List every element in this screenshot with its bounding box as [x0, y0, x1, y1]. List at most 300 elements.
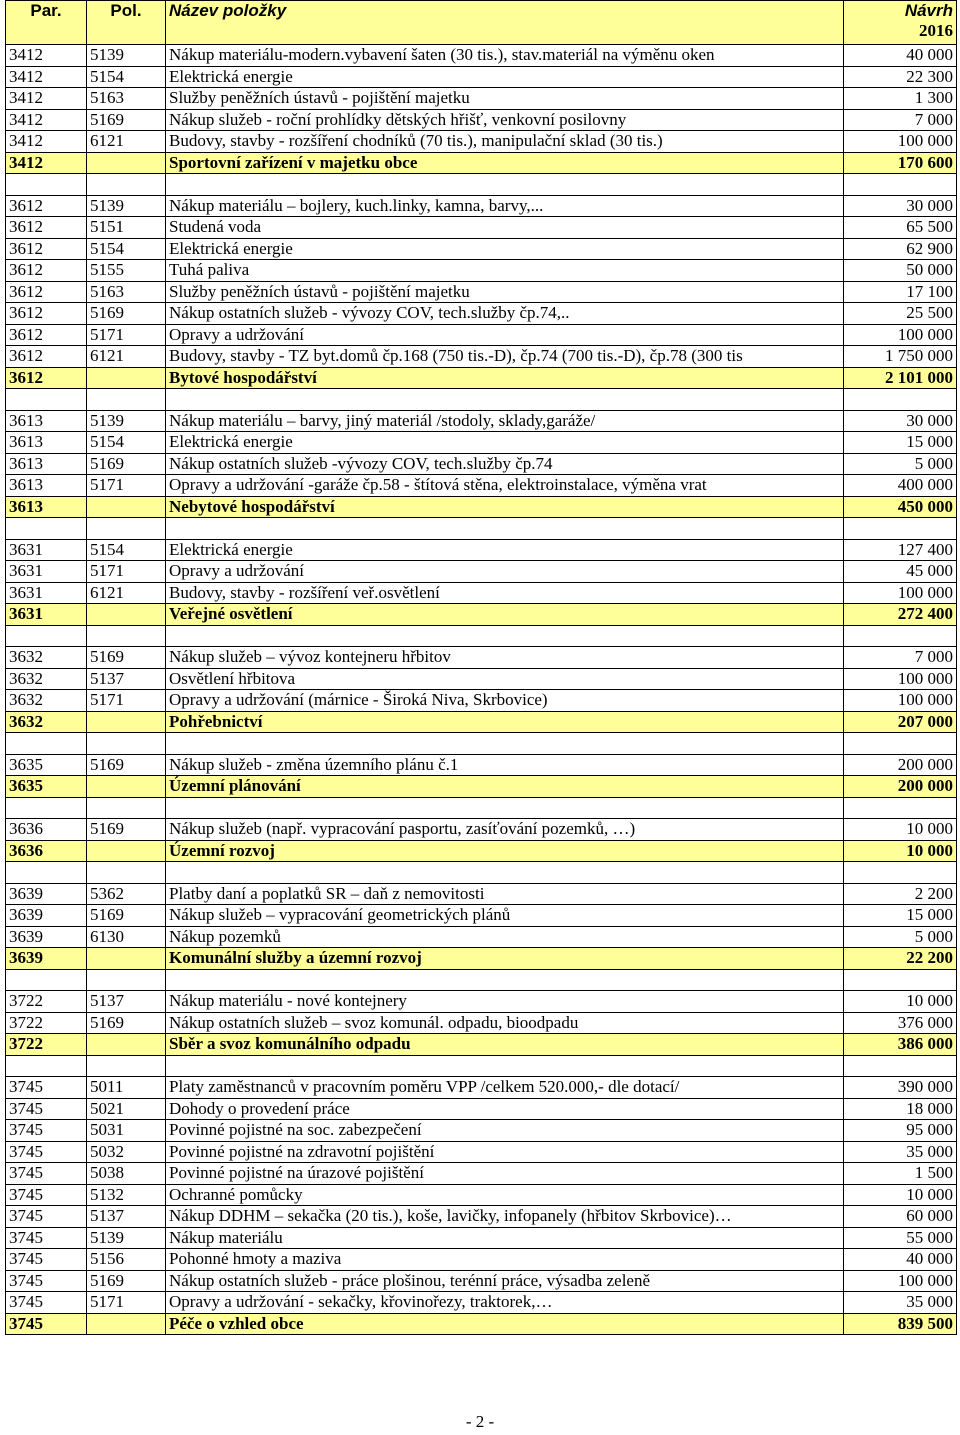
value-cell: 22 300 — [844, 66, 957, 88]
name-cell: Služby peněžních ústavů - pojištění majetku — [166, 88, 844, 110]
blank-cell — [6, 625, 87, 647]
par-cell: 3613 — [6, 496, 87, 518]
blank-cell — [844, 797, 957, 819]
par-cell: 3632 — [6, 690, 87, 712]
par-cell: 3631 — [6, 561, 87, 583]
name-cell: Opravy a udržování — [166, 561, 844, 583]
blank-cell — [6, 518, 87, 540]
pol-cell: 5169 — [87, 754, 166, 776]
pol-cell: 5171 — [87, 324, 166, 346]
value-cell: 390 000 — [844, 1077, 957, 1099]
pol-cell: 5132 — [87, 1184, 166, 1206]
name-cell: Povinné pojistné na soc. zabezpečení — [166, 1120, 844, 1142]
value-cell: 1 300 — [844, 88, 957, 110]
name-cell: Opravy a udržování - sekačky, křovinořezy, traktorek,… — [166, 1292, 844, 1314]
header-name: Název položky — [166, 1, 844, 45]
name-cell: Nákup materiálu – bojlery, kuch.linky, kamna, barvy,... — [166, 195, 844, 217]
subtotal-row — [6, 711, 957, 733]
blank-row — [6, 733, 957, 755]
par-cell: 3639 — [6, 883, 87, 905]
table-row — [6, 281, 957, 303]
value-cell: 35 000 — [844, 1141, 957, 1163]
blank-cell — [6, 389, 87, 411]
value-cell: 5 000 — [844, 926, 957, 948]
name-cell: Budovy, stavby - rozšíření veř.osvětlení — [166, 582, 844, 604]
value-cell: 15 000 — [844, 905, 957, 927]
name-cell: Nákup služeb – vypracování geometrických plánů — [166, 905, 844, 927]
pol-cell: 5169 — [87, 819, 166, 841]
blank-cell — [844, 518, 957, 540]
blank-cell — [87, 797, 166, 819]
table-row — [6, 453, 957, 475]
table-row — [6, 754, 957, 776]
value-cell: 62 900 — [844, 238, 957, 260]
name-cell: Elektrická energie — [166, 539, 844, 561]
par-cell: 3745 — [6, 1120, 87, 1142]
pol-cell: 5169 — [87, 453, 166, 475]
subtotal-row — [6, 152, 957, 174]
name-cell: Nákup materiálu — [166, 1227, 844, 1249]
value-cell: 170 600 — [844, 152, 957, 174]
name-cell: Nákup ostatních služeb - vývozy COV, tech.služby čp.74,.. — [166, 303, 844, 325]
par-cell: 3612 — [6, 303, 87, 325]
table-row — [6, 217, 957, 239]
name-cell: Studená voda — [166, 217, 844, 239]
table-row — [6, 346, 957, 368]
pol-cell: 5021 — [87, 1098, 166, 1120]
par-cell: 3612 — [6, 217, 87, 239]
name-cell: Nebytové hospodářství — [166, 496, 844, 518]
pol-cell: 5362 — [87, 883, 166, 905]
par-cell: 3412 — [6, 88, 87, 110]
table-row — [6, 1077, 957, 1099]
table-row — [6, 561, 957, 583]
name-cell: Sběr a svoz komunálního odpadu — [166, 1034, 844, 1056]
table-row — [6, 926, 957, 948]
value-cell: 200 000 — [844, 776, 957, 798]
pol-cell — [87, 1313, 166, 1335]
blank-cell — [87, 389, 166, 411]
value-cell: 50 000 — [844, 260, 957, 282]
blank-cell — [166, 174, 844, 196]
par-cell: 3412 — [6, 152, 87, 174]
par-cell: 3722 — [6, 991, 87, 1013]
par-cell: 3635 — [6, 776, 87, 798]
par-cell: 3613 — [6, 475, 87, 497]
blank-row — [6, 969, 957, 991]
par-cell: 3613 — [6, 453, 87, 475]
pol-cell: 6121 — [87, 582, 166, 604]
par-cell: 3612 — [6, 238, 87, 260]
header-draft-cell — [844, 1, 957, 45]
name-cell: Nákup materiálu - nové kontejnery — [166, 991, 844, 1013]
table-row — [6, 1249, 957, 1271]
name-cell: Opravy a udržování — [166, 324, 844, 346]
table-row — [6, 131, 957, 153]
par-cell: 3745 — [6, 1270, 87, 1292]
blank-row — [6, 862, 957, 884]
par-cell: 3612 — [6, 260, 87, 282]
table-row — [6, 1227, 957, 1249]
pol-cell: 5163 — [87, 88, 166, 110]
name-cell: Opravy a udržování -garáže čp.58 - štítová stěna, elektroinstalace, výměna vrat — [166, 475, 844, 497]
name-cell: Pohonné hmoty a maziva — [166, 1249, 844, 1271]
pol-cell — [87, 152, 166, 174]
blank-cell — [844, 625, 957, 647]
blank-cell — [166, 797, 844, 819]
par-cell: 3745 — [6, 1292, 87, 1314]
header-year: 2016 — [919, 21, 953, 40]
blank-cell — [87, 733, 166, 755]
par-cell: 3612 — [6, 281, 87, 303]
par-cell: 3636 — [6, 819, 87, 841]
par-cell: 3745 — [6, 1313, 87, 1335]
blank-cell — [6, 862, 87, 884]
value-cell: 100 000 — [844, 690, 957, 712]
page-number: - 2 - — [465, 1412, 495, 1431]
name-cell: Nákup pozemků — [166, 926, 844, 948]
blank-row — [6, 174, 957, 196]
blank-cell — [6, 733, 87, 755]
par-cell: 3639 — [6, 926, 87, 948]
par-cell: 3745 — [6, 1098, 87, 1120]
table-row — [6, 1206, 957, 1228]
par-cell: 3412 — [6, 109, 87, 131]
subtotal-row — [6, 776, 957, 798]
par-cell: 3632 — [6, 711, 87, 733]
pol-cell: 6121 — [87, 131, 166, 153]
header-pol: Pol. — [87, 1, 166, 45]
table-row — [6, 690, 957, 712]
name-cell: Sportovní zařízení v majetku obce — [166, 152, 844, 174]
blank-cell — [87, 174, 166, 196]
table-row — [6, 432, 957, 454]
name-cell: Nákup materiálu-modern.vybavení šaten (30 tis.), stav.materiál na výměnu oken — [166, 45, 844, 67]
pol-cell: 5137 — [87, 991, 166, 1013]
pol-cell: 5169 — [87, 1270, 166, 1292]
par-cell: 3745 — [6, 1184, 87, 1206]
table-row — [6, 1270, 957, 1292]
value-cell: 30 000 — [844, 410, 957, 432]
par-cell: 3636 — [6, 840, 87, 862]
value-cell: 15 000 — [844, 432, 957, 454]
value-cell: 127 400 — [844, 539, 957, 561]
pol-cell: 5169 — [87, 303, 166, 325]
par-cell: 3412 — [6, 131, 87, 153]
pol-cell: 5169 — [87, 647, 166, 669]
value-cell: 100 000 — [844, 582, 957, 604]
pol-cell: 5031 — [87, 1120, 166, 1142]
pol-cell: 5163 — [87, 281, 166, 303]
value-cell: 200 000 — [844, 754, 957, 776]
table-row — [6, 668, 957, 690]
value-cell: 40 000 — [844, 1249, 957, 1271]
table-row — [6, 45, 957, 67]
blank-cell — [87, 625, 166, 647]
table-row — [6, 539, 957, 561]
value-cell: 45 000 — [844, 561, 957, 583]
value-cell: 1 750 000 — [844, 346, 957, 368]
table-row — [6, 195, 957, 217]
blank-row — [6, 389, 957, 411]
blank-cell — [166, 625, 844, 647]
name-cell: Nákup služeb (např. vypracování pasportu, zasíťování pozemků, …) — [166, 819, 844, 841]
blank-cell — [844, 174, 957, 196]
name-cell: Elektrická energie — [166, 432, 844, 454]
blank-cell — [87, 1055, 166, 1077]
pol-cell: 5139 — [87, 410, 166, 432]
par-cell: 3412 — [6, 45, 87, 67]
value-cell: 2 200 — [844, 883, 957, 905]
subtotal-row — [6, 1313, 957, 1335]
name-cell: Dohody o provedení práce — [166, 1098, 844, 1120]
value-cell: 35 000 — [844, 1292, 957, 1314]
par-cell: 3631 — [6, 582, 87, 604]
par-cell: 3745 — [6, 1249, 87, 1271]
table-row — [6, 1120, 957, 1142]
value-cell: 839 500 — [844, 1313, 957, 1335]
pol-cell: 5154 — [87, 238, 166, 260]
table-row — [6, 582, 957, 604]
name-cell: Péče o vzhled obce — [166, 1313, 844, 1335]
value-cell: 22 200 — [844, 948, 957, 970]
par-cell: 3745 — [6, 1227, 87, 1249]
value-cell: 95 000 — [844, 1120, 957, 1142]
name-cell: Povinné pojistné na úrazové pojištění — [166, 1163, 844, 1185]
table-row — [6, 819, 957, 841]
par-cell: 3612 — [6, 195, 87, 217]
value-cell: 25 500 — [844, 303, 957, 325]
pol-cell: 5139 — [87, 195, 166, 217]
value-cell: 7 000 — [844, 647, 957, 669]
par-cell: 3613 — [6, 410, 87, 432]
pol-cell: 6121 — [87, 346, 166, 368]
pol-cell — [87, 776, 166, 798]
name-cell: Nákup ostatních služeb - práce plošinou, terénní práce, výsadba zeleně — [166, 1270, 844, 1292]
table-row — [6, 647, 957, 669]
table-row — [6, 324, 957, 346]
blank-cell — [87, 518, 166, 540]
name-cell: Ochranné pomůcky — [166, 1184, 844, 1206]
blank-cell — [166, 389, 844, 411]
value-cell: 40 000 — [844, 45, 957, 67]
header-par: Par. — [6, 1, 87, 45]
table-row — [6, 883, 957, 905]
blank-cell — [844, 389, 957, 411]
table-row — [6, 303, 957, 325]
name-cell: Platby daní a poplatků SR – daň z nemovitosti — [166, 883, 844, 905]
blank-cell — [844, 862, 957, 884]
par-cell: 3631 — [6, 604, 87, 626]
pol-cell: 5171 — [87, 690, 166, 712]
par-cell: 3612 — [6, 324, 87, 346]
value-cell: 207 000 — [844, 711, 957, 733]
table-row — [6, 1163, 957, 1185]
table-row — [6, 410, 957, 432]
par-cell: 3632 — [6, 668, 87, 690]
name-cell: Územní plánování — [166, 776, 844, 798]
name-cell: Budovy, stavby - rozšíření chodníků (70 tis.), manipulační sklad (30 tis.) — [166, 131, 844, 153]
blank-cell — [6, 174, 87, 196]
name-cell: Nákup ostatních služeb -vývozy COV, tech.služby čp.74 — [166, 453, 844, 475]
par-cell: 3612 — [6, 367, 87, 389]
blank-cell — [87, 969, 166, 991]
name-cell: Nákup ostatních služeb – svoz komunál. odpadu, bioodpadu — [166, 1012, 844, 1034]
name-cell: Platy zaměstnanců v pracovním poměru VPP /celkem 520.000,- dle dotací/ — [166, 1077, 844, 1099]
par-cell: 3722 — [6, 1034, 87, 1056]
pol-cell: 5154 — [87, 66, 166, 88]
par-cell: 3639 — [6, 948, 87, 970]
blank-row — [6, 1055, 957, 1077]
par-cell: 3612 — [6, 346, 87, 368]
table-row — [6, 1184, 957, 1206]
blank-cell — [166, 1055, 844, 1077]
subtotal-row — [6, 840, 957, 862]
pol-cell: 5139 — [87, 45, 166, 67]
pol-cell: 5038 — [87, 1163, 166, 1185]
name-cell: Územní rozvoj — [166, 840, 844, 862]
par-cell: 3722 — [6, 1012, 87, 1034]
value-cell: 65 500 — [844, 217, 957, 239]
name-cell: Tuhá paliva — [166, 260, 844, 282]
value-cell: 376 000 — [844, 1012, 957, 1034]
pol-cell — [87, 948, 166, 970]
blank-cell — [844, 733, 957, 755]
blank-cell — [844, 1055, 957, 1077]
subtotal-row — [6, 948, 957, 970]
value-cell: 10 000 — [844, 819, 957, 841]
pol-cell: 5151 — [87, 217, 166, 239]
par-cell: 3632 — [6, 647, 87, 669]
table-row — [6, 905, 957, 927]
par-cell: 3745 — [6, 1141, 87, 1163]
pol-cell — [87, 496, 166, 518]
budget-table — [5, 0, 957, 1335]
subtotal-row — [6, 1034, 957, 1056]
value-cell: 100 000 — [844, 668, 957, 690]
name-cell: Nákup DDHM – sekačka (20 tis.), koše, lavičky, infopanely (hřbitov Skrbovice)… — [166, 1206, 844, 1228]
blank-row — [6, 518, 957, 540]
pol-cell: 5155 — [87, 260, 166, 282]
name-cell: Veřejné osvětlení — [166, 604, 844, 626]
table-row — [6, 238, 957, 260]
table-row — [6, 1098, 957, 1120]
subtotal-row — [6, 496, 957, 518]
pol-cell — [87, 840, 166, 862]
value-cell: 7 000 — [844, 109, 957, 131]
value-cell: 272 400 — [844, 604, 957, 626]
par-cell: 3613 — [6, 432, 87, 454]
name-cell: Povinné pojistné na zdravotní pojištění — [166, 1141, 844, 1163]
par-cell: 3635 — [6, 754, 87, 776]
pol-cell: 5011 — [87, 1077, 166, 1099]
value-cell: 450 000 — [844, 496, 957, 518]
blank-cell — [87, 862, 166, 884]
table-header — [6, 1, 957, 45]
par-cell: 3745 — [6, 1077, 87, 1099]
name-cell: Opravy a udržování (márnice - Široká Niva, Skrbovice) — [166, 690, 844, 712]
blank-cell — [6, 797, 87, 819]
par-cell: 3745 — [6, 1206, 87, 1228]
table-row — [6, 109, 957, 131]
par-cell: 3412 — [6, 66, 87, 88]
blank-cell — [166, 969, 844, 991]
value-cell: 2 101 000 — [844, 367, 957, 389]
name-cell: Nákup služeb – vývoz kontejneru hřbitov — [166, 647, 844, 669]
header-draft: Návrh — [904, 1, 953, 20]
table-row — [6, 88, 957, 110]
pol-cell: 5169 — [87, 1012, 166, 1034]
pol-cell: 6130 — [87, 926, 166, 948]
table-row — [6, 260, 957, 282]
par-cell: 3639 — [6, 905, 87, 927]
pol-cell: 5169 — [87, 109, 166, 131]
pol-cell: 5169 — [87, 905, 166, 927]
value-cell: 100 000 — [844, 131, 957, 153]
table-row — [6, 1292, 957, 1314]
header-row — [6, 1, 957, 45]
pol-cell: 5137 — [87, 1206, 166, 1228]
value-cell: 17 100 — [844, 281, 957, 303]
name-cell: Komunální služby a územní rozvoj — [166, 948, 844, 970]
blank-cell — [6, 1055, 87, 1077]
value-cell: 10 000 — [844, 991, 957, 1013]
pol-cell — [87, 367, 166, 389]
value-cell: 30 000 — [844, 195, 957, 217]
pol-cell: 5137 — [87, 668, 166, 690]
name-cell: Nákup materiálu – barvy, jiný materiál /stodoly, sklady,garáže/ — [166, 410, 844, 432]
pol-cell: 5154 — [87, 432, 166, 454]
par-cell: 3745 — [6, 1163, 87, 1185]
blank-row — [6, 625, 957, 647]
name-cell: Elektrická energie — [166, 66, 844, 88]
value-cell: 55 000 — [844, 1227, 957, 1249]
blank-cell — [6, 969, 87, 991]
pol-cell: 5032 — [87, 1141, 166, 1163]
value-cell: 18 000 — [844, 1098, 957, 1120]
subtotal-row — [6, 367, 957, 389]
value-cell: 1 500 — [844, 1163, 957, 1185]
pol-cell: 5139 — [87, 1227, 166, 1249]
table-row — [6, 1012, 957, 1034]
name-cell: Osvětlení hřbitova — [166, 668, 844, 690]
value-cell: 386 000 — [844, 1034, 957, 1056]
pol-cell: 5171 — [87, 561, 166, 583]
value-cell: 100 000 — [844, 1270, 957, 1292]
name-cell: Nákup služeb - roční prohlídky dětských hřišť, venkovní posilovny — [166, 109, 844, 131]
name-cell: Bytové hospodářství — [166, 367, 844, 389]
value-cell: 400 000 — [844, 475, 957, 497]
value-cell: 10 000 — [844, 1184, 957, 1206]
table-body — [6, 45, 957, 1335]
blank-cell — [166, 518, 844, 540]
pol-cell: 5156 — [87, 1249, 166, 1271]
table-row — [6, 475, 957, 497]
pol-cell: 5171 — [87, 1292, 166, 1314]
value-cell: 10 000 — [844, 840, 957, 862]
blank-cell — [166, 862, 844, 884]
value-cell: 100 000 — [844, 324, 957, 346]
table-row — [6, 66, 957, 88]
name-cell: Nákup služeb - změna územního plánu č.1 — [166, 754, 844, 776]
pol-cell — [87, 1034, 166, 1056]
blank-cell — [166, 733, 844, 755]
name-cell: Elektrická energie — [166, 238, 844, 260]
blank-row — [6, 797, 957, 819]
table-row — [6, 1141, 957, 1163]
name-cell: Pohřebnictví — [166, 711, 844, 733]
value-cell: 5 000 — [844, 453, 957, 475]
